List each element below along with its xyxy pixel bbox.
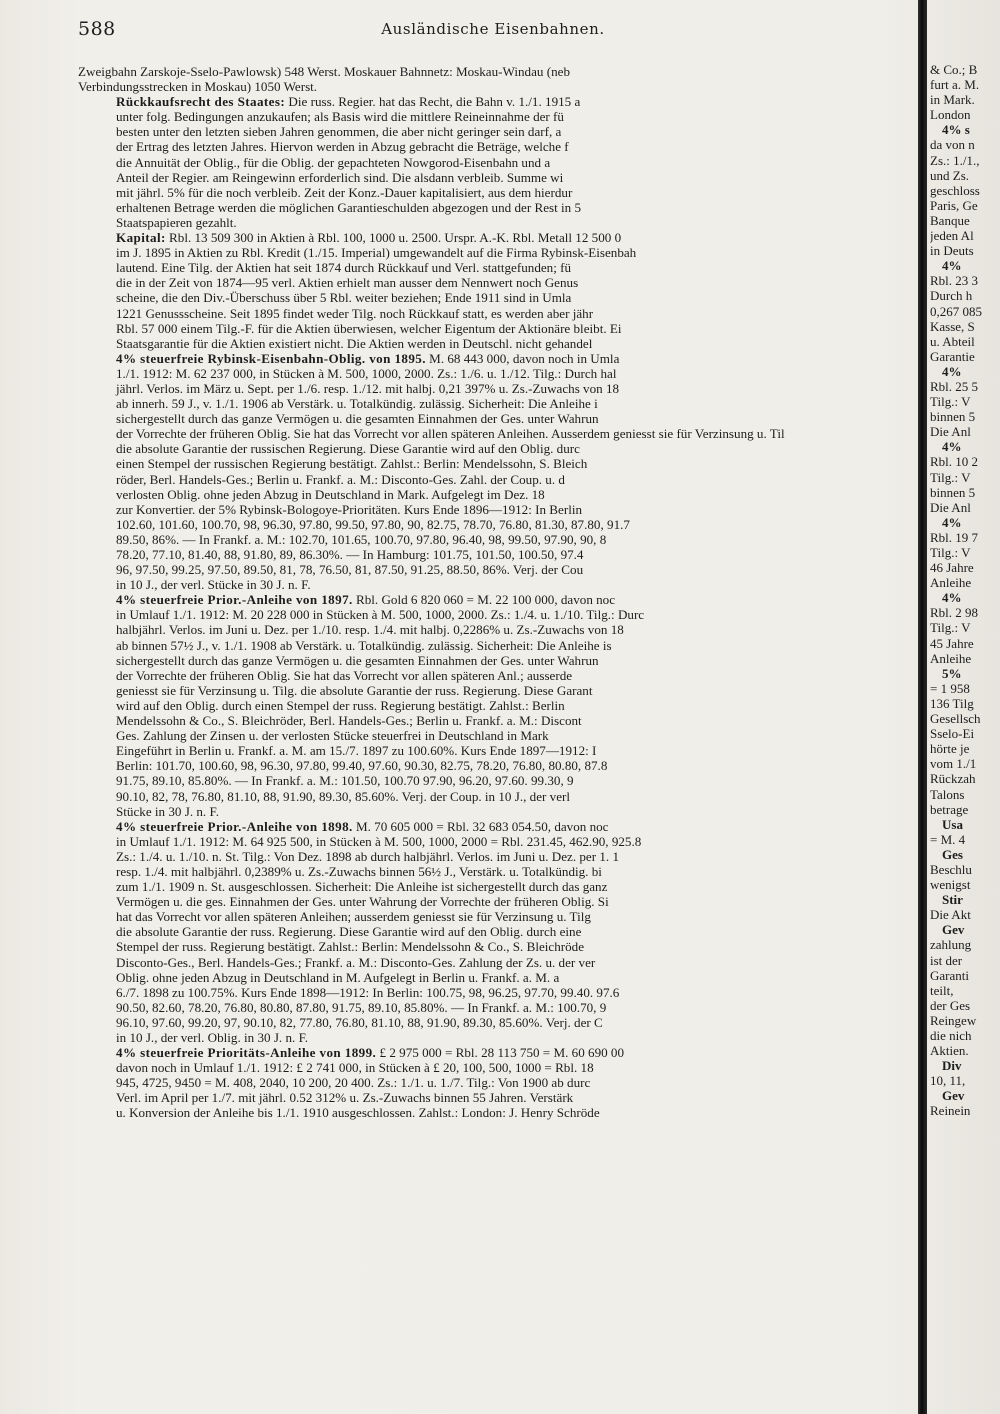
paragraph-kapital	[78, 230, 912, 351]
adjacent-page-line: der Ges	[930, 997, 971, 1013]
paragraph-oblig-1895	[78, 351, 912, 593]
paragraph-text: Rbl. Gold 6 820 060 = M. 22 100 000, davon noc in Umlauf 1./1. 1912: M. 20 228 000 in Stücken à M. 500, 1000, 2000. Zs.: 1./4. u. 1./10. Tilg.: Durc halbjährl. Verlos. im Juni u. Dez. per 1./10. resp. 1./4. mit halbj. 0,2286% u. Zs.-Zuwachs von 18 ab binnen 57½ J., v. 1./1. 1908 ab Verstärk. u. Totalkündig. zulässig. Sicherheit: Die Anleihe is sichergestellt durch das ganze Vermögen u. die gesamten Einnahmen der Ges. unter Wahrun der Vorrechte der früheren Oblig. Sie hat das Vorrecht vor allen späteren Anl.; ausserde geniesst sie für Verzinsung u. Tilg. die absolute Garantie der russ. Regierung. Diese Garant wird auf den Oblig. durch einen Stempel der russ. Regierung bestätigt. Zahlst.: Berlin Mendelssohn & Co., S. Bleichröder, Berl. Handels-Ges.; Berlin u. Frankf. a. M.: Discont Ges. Zahlung der Zinsen u. der verlosten Stücke steuerfrei in Deutschland in Mark Eingeführt in Berlin u. Frankf. a. M. am 15./7. 1897 zu 100.60%. Kurs Ende 1897—1912: I Berlin: 101.70, 100.60, 98, 96.30, 97.80, 99.40, 97.60, 90.30, 82.75, 78.20, 76.80, 80.80, 87.8 91.75, 89.10, 85.80%. — In Frankf. a. M.: 101.50, 100.70 97.90, 96.20, 97.60. 99.30, 9 90.10, 82, 78, 76.80, 81.10, 88, 91.90, 89.30, 85.60%. Verj. der Coup. in 10 J., der verl Stücke in 30 J. n. F.	[116, 592, 645, 819]
paragraph-anleihe-1899	[78, 1045, 912, 1120]
section-heading: Rückkaufsrecht des Staates:	[116, 94, 286, 110]
section-heading: 4% steuerfreie Rybinsk-Eisenbahn-Oblig. von 1895.	[116, 350, 426, 366]
adjacent-page-line: Rbl. 2 98	[930, 605, 979, 621]
adjacent-page-line: Aktien.	[930, 1043, 969, 1059]
adjacent-page-line: Tilg.: V	[930, 620, 971, 636]
adjacent-page-line: Rbl. 25 5	[930, 378, 979, 394]
adjacent-page-line: Stir	[942, 892, 963, 908]
adjacent-page-line: da von n	[930, 137, 975, 153]
adjacent-page-line: und Zs.	[930, 167, 969, 183]
adjacent-page-line: Rückzah	[930, 771, 976, 787]
adjacent-page-line: 4%	[942, 363, 962, 379]
paragraph-text: M. 68 443 000, davon noch in Umla 1./1. 1912: M. 62 237 000, in Stücken à M. 500, 1000, 2000. Zs.: 1./6. u. 1./12. Tilg.: Durch hal jährl. Verlos. im März u. Sept. per 1./6. resp. 1./12. mit halbj. 0,21 397% u. Zs.-Zuwachs von 18 ab innerh. 59 J., v. 1./1. 1906 ab Verstärk. u. Totalkündig. zulässig. Sicherheit: Die Anleihe i sichergestellt durch das ganze Vermögen u. die gesamten Einnahmen der Ges. unter Wahrun der Vorrechte der früheren Oblig. Sie hat das Vorrecht vor allen späteren Anleihen. Ausserdem geniesst sie für Verzinsung u. Til die absolute Garantie der russischen Regierung. Diese Garantie wird auf den Oblig. durc einen Stempel der russischen Regierung bestätigt. Zahlst.: Berlin: Mendelssohn, S. Bleich röder, Berl. Handels-Ges.; Berlin u. Frankf. a. M.: Disconto-Ges. Zahl. der Coup. u. d verlosten Oblig. ohne jeden Abzug in Deutschland in Mark. Aufgelegt im Dez. 18 zur Konvertier. der 5% Rybinsk-Bologoye-Prioritäten. Kurs Ende 1896—1912: In Berlin 102.60, 101.60, 100.70, 98, 96.30, 97.80, 99.50, 97.80, 90, 82.75, 78.70, 76.80, 81.30, 87.80, 91.7 89.50, 86%. — In Frankf. a. M.: 102.70, 101.65, 100.70, 97.80, 96.40, 98, 99.50, 97.90, 90, 8 78.20, 77.10, 81.40, 88, 91.80, 89, 86.30%. — In Hamburg: 101.75, 101.50, 100.50, 97.4 96, 97.50, 99.25, 97.50, 89.50, 81, 78, 76.50, 81, 87.50, 91.25, 88.50, 86%. Verj. der Cou in 10 J., der verl. Stücke in 30 J. n. F.	[116, 350, 785, 593]
adjacent-page-line: in Deuts	[930, 243, 974, 259]
adjacent-page-line: Usa	[942, 816, 963, 832]
adjacent-page-line: Zs.: 1./1.,	[930, 152, 980, 168]
section-heading: 4% steuerfreie Prior.-Anleihe von 1898.	[116, 818, 353, 834]
adjacent-page-line: Tilg.: V	[930, 469, 971, 485]
adjacent-page-line: furt a. M.	[930, 77, 980, 93]
page-number: 588	[78, 18, 116, 40]
adjacent-page-line: 136 Tilg	[930, 695, 974, 711]
adjacent-page-line: Banque	[930, 212, 970, 228]
section-heading: 4% steuerfreie Prioritäts-Anleihe von 1899.	[116, 1045, 377, 1061]
adjacent-page-line: vom 1./1	[930, 756, 977, 772]
adjacent-page-line: zahlung	[930, 937, 972, 953]
adjacent-page-line: Garanti	[930, 967, 969, 983]
adjacent-page-line: binnen 5	[930, 484, 976, 500]
adjacent-page-line: = 1 958	[930, 680, 970, 696]
adjacent-page-line: Die Akt	[930, 907, 971, 923]
adjacent-page-line: Tilg.: V	[930, 545, 971, 560]
adjacent-page-line: = M. 4	[930, 831, 966, 847]
adjacent-page-line: Div	[942, 1058, 962, 1074]
adjacent-page-line: 45 Jahre	[930, 635, 974, 651]
adjacent-page-line: in Mark.	[930, 92, 975, 108]
adjacent-page-line: Gesellsch	[930, 711, 981, 727]
adjacent-page-line: & Co.; B	[930, 62, 978, 77]
adjacent-page-line: Die Anl	[930, 499, 971, 515]
adjacent-page-line: Durch h	[930, 288, 973, 304]
adjacent-page-line: Beschlu	[930, 861, 972, 877]
adjacent-page-line: Rbl. 23 3	[930, 273, 979, 289]
adjacent-page-line: Reingew	[930, 1012, 977, 1028]
adjacent-page-line: Die Anl	[930, 424, 971, 440]
adjacent-page-line: Sselo-Ei	[930, 726, 975, 742]
paragraph-rueckkaufsrecht	[78, 94, 912, 230]
adjacent-page-line: die nich	[930, 1028, 972, 1043]
adjacent-page-line: 4%	[942, 590, 962, 606]
paragraph-text: Zweigbahn Zarskoje-Sselo-Pawlowsk) 548 Werst. Moskauer Bahnnetz: Moskau-Windau (neb Verbindungsstrecken in Moskau) 1050 Werst.	[78, 64, 570, 95]
adjacent-page-line: geschloss	[930, 182, 980, 198]
adjacent-page-line: u. Abteil	[930, 333, 975, 349]
section-heading: 4% steuerfreie Prior.-Anleihe von 1897.	[116, 592, 353, 608]
adjacent-page-line: Gev	[942, 1088, 965, 1104]
paragraph-anleihe-1897	[78, 592, 912, 818]
adjacent-page-line: Ges	[942, 846, 963, 862]
adjacent-page-line: Garantie	[930, 348, 975, 364]
main-text-column	[78, 64, 912, 1409]
adjacent-page-line: Anleihe	[930, 650, 972, 666]
adjacent-page-line: Talons	[930, 786, 965, 802]
adjacent-page-line: Kasse, S	[930, 318, 975, 334]
running-title: Ausländische Eisenbahnen.	[381, 20, 605, 38]
adjacent-page-line: 4%	[942, 514, 962, 530]
adjacent-page-line: wenigst	[930, 877, 971, 893]
adjacent-page-line: Reinein	[930, 1103, 971, 1119]
adjacent-page-line: Rbl. 19 7	[930, 529, 979, 545]
adjacent-page-line: Anleihe	[930, 575, 972, 591]
adjacent-page-line: 5%	[942, 665, 962, 681]
adjacent-page-line: 0,267 085	[930, 303, 982, 319]
adjacent-page-line: 4%	[942, 258, 962, 274]
adjacent-page-line: London	[930, 107, 971, 123]
paragraph-anleihe-1898	[78, 819, 912, 1045]
adjacent-page-line: 46 Jahre	[930, 560, 974, 576]
adjacent-page-line: Rbl. 10 2	[930, 454, 979, 470]
adjacent-page-line: 4%	[942, 439, 962, 455]
adjacent-page-line: hörte je	[930, 741, 970, 757]
adjacent-page-line: 4% s	[942, 122, 970, 138]
paragraph-network	[78, 64, 912, 94]
paragraph-text: £ 2 975 000 = Rbl. 28 113 750 = M. 60 690 00 davon noch in Umlauf 1./1. 1912: £ 2 741 000, in Stücken à £ 20, 100, 500, 1000 = Rbl. 18 945, 4725, 9450 = M. 408, 2040, 10 200, 20 400. Zs.: 1./1. u. 1./7. Tilg.: Von 1900 ab durc Verl. im April per 1./7. mit jährl. 0.52 312% u. Zs.-Zuwachs binnen 55 Jahren. Verstärk u. Konversion der Anleihe bis 1./1. 1910 ausgeschlossen. Zahlst.: London: J. Henry Schröde	[116, 1045, 625, 1121]
adjacent-page-line: Gev	[942, 922, 965, 938]
adjacent-page-line: jeden Al	[930, 228, 974, 244]
paragraph-text: Die russ. Regier. hat das Recht, die Bahn v. 1./1. 1915 a unter folg. Bedingungen anzukaufen; als Basis wird die mittlere Reineinnahme der fü besten unter den letzten sieben Jahren genommen, die aber nicht geringer sein darf, a der Ertrag des letzten Jahres. Hiervon werden in Abzug gebracht die Beträge, welche f die Annuität der Oblig., für die Oblig. der gepachteten Nowgorod-Eisenbahn und a Anteil der Regier. am Reingewinn erforderlich sind. Die alsdann verbleib. Summe wi mit jährl. 5% für die noch verbleib. Zeit der Konz.-Dauer kapitalisiert, aus dem hierdur erhaltenen Betrage werden die möglichen Garantieschulden abgezogen und der Rest in 5 Staatspapieren gezahlt.	[116, 94, 582, 230]
adjacent-page-line: ist der	[930, 952, 963, 968]
page-header	[78, 18, 908, 44]
paragraph-text: Rbl. 13 509 300 in Aktien à Rbl. 100, 1000 u. 2500. Urspr. A.-K. Rbl. Metall 12 500 0 im J. 1895 in Aktien zu Rbl. Kredit (1./15. Imperial) umgewandelt auf die Firma Rybinsk-Eisenbah lautend. Eine Tilg. der Aktien hat seit 1874 durch Rückkauf und Verl. stattgefunden; fü die in der Zeit von 1874—95 verl. Aktien erhielt man ausser dem Nennwert noch Genus scheine, die den Div.-Überschuss über 5 Rbl. weiter beziehen; Ende 1911 sind in Umla 1221 Genussscheine. Seit 1895 findet weder Tilg. noch Rückkauf statt, es werden aber jähr Rbl. 57 000 einem Tilg.-F. für die Aktien überwiesen, welcher Eigentum der Aktionäre bleibt. Ei Staatsgarantie für die Aktien existiert nicht. Die Aktien werden in Deutschl. nicht gehandel	[116, 230, 637, 351]
adjacent-page-line: Tilg.: V	[930, 394, 971, 410]
adjacent-page-line: binnen 5	[930, 409, 976, 425]
section-heading: Kapital:	[116, 230, 166, 246]
book-gutter	[918, 0, 927, 1414]
adjacent-page-line: teilt,	[930, 982, 954, 998]
adjacent-page-line: betrage	[930, 801, 969, 817]
paragraph-text: M. 70 605 000 = Rbl. 32 683 054.50, davon noc in Umlauf 1./1. 1912: M. 64 925 500, in Stücken à M. 500, 1000, 2000 = Rbl. 231.45, 462.90, 925.8 Zs.: 1./4. u. 1./10. n. St. Tilg.: Von Dez. 1898 ab durch halbjährl. Verlos. im Juni u. Dez. per 1. 1 resp. 1./4. mit halbjährl. 0,2389% u. Zs.-Zuwachs binnen 56½ J., Verstärk. u. Totalkündig. bi zum 1./1. 1909 n. St. ausgeschlossen. Sicherheit: Die Anleihe ist sichergestellt durch das ganz Vermögen u. die ges. Einnahmen der Ges. unter Wahrung der Vorrechte der früheren Oblig. Si hat das Vorrecht vor allen späteren Anleihen; ausserdem geniesst sie für Verzinsung u. Tilg die absolute Garantie der russ. Regierung. Diese Garantie wird auf den Oblig. durch eine Stempel der russ. Regierung bestätigt. Zahlst.: Berlin: Mendelssohn & Co., S. Bleichröde Disconto-Ges., Berl. Handels-Ges.; Frankf. a. M.: Disconto-Ges. Zahlung der Zs. u. der ver Oblig. ohne jeden Abzug in Deutschland in M. Aufgelegt in Berlin u. Frankf. a. M. a 6./7. 1898 zu 100.75%. Kurs Ende 1898—1912: In Berlin: 100.75, 98, 96.25, 97.70, 99.40. 97.6 90.50, 82.60, 78.20, 76.80, 80.80, 87.80, 91.75, 89.10, 85.80%. — In Frankf. a. M.: 100.70, 9 96.10, 97.60, 99.20, 97, 90.10, 82, 77.80, 76.80, 81.10, 88, 91.90, 89.30, 85.60%. Verj. der C in 10 J., der verl. Oblig. in 30 J. n. F.	[116, 818, 642, 1045]
adjacent-page-line: 10, 11,	[930, 1073, 966, 1089]
adjacent-page-line: Paris, Ge	[930, 197, 978, 213]
adjacent-page-column	[930, 62, 1000, 1407]
